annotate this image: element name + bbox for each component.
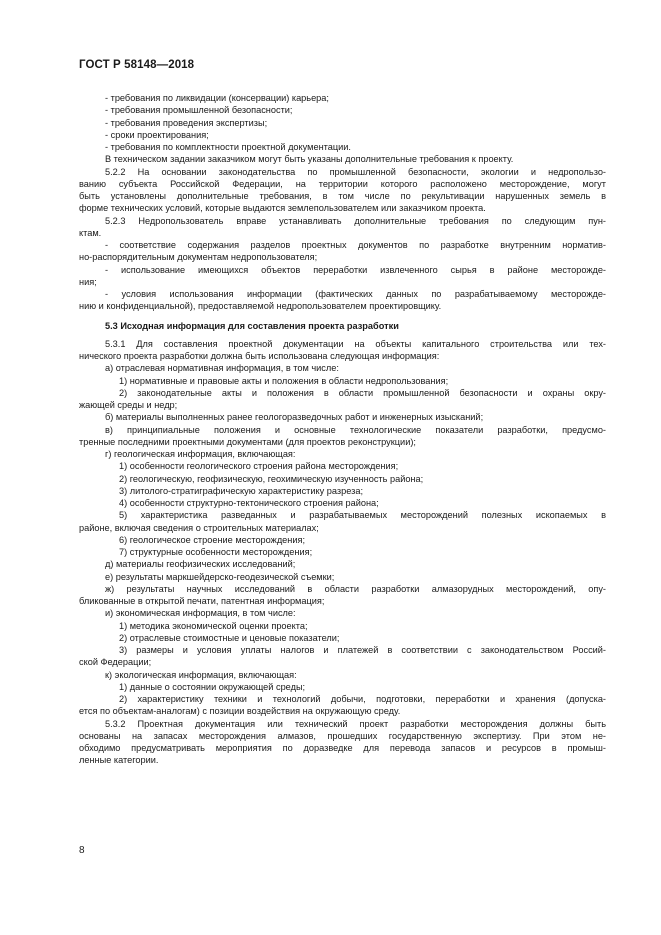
text-line: ской Федерации; xyxy=(79,657,152,668)
text-line: 6) геологическое строение месторождения; xyxy=(119,534,306,545)
text-line: жающей среды и недр; xyxy=(79,400,178,410)
text-line: - требования промышленной безопасности; xyxy=(105,105,293,116)
text-line: б) материалы выполненных ранее геологоразведочных работ и инженерных изысканий; xyxy=(105,412,484,423)
text-line: к) экологическая информация, включающая: xyxy=(105,669,297,680)
text-line: основаны на запасах месторождения алмазов, прошедших государственную экспертизу. При этом не- xyxy=(79,730,606,741)
text-line: е) результаты маркшейдерско-геодезической съемки; xyxy=(105,571,335,582)
text-line: 2) характеристику техники и технологий добычи, подготовки, переработки и хранения (допуска- xyxy=(119,694,606,704)
text-line: нического проекта разработки должна быть использована следующая информация: xyxy=(79,351,440,361)
text-line: районе, включая сведения о строительных материалах; xyxy=(79,522,319,533)
section-heading: 5.3 Исходная информация для составления проекта разработки xyxy=(105,320,399,331)
text-line: В техническом задании заказчиком могут быть указаны дополнительные требования к проекту. xyxy=(105,154,514,165)
text-line: 5.3.2 Проектная документация или технический проект разработки месторождения должны быть xyxy=(105,718,606,729)
text-line: - условия использования информации (фактических данных по разрабатываемому месторожде- xyxy=(105,289,606,299)
text-line: - требования проведения экспертизы; xyxy=(105,117,268,128)
document-code: ГОСТ Р 58148—2018 xyxy=(79,59,195,71)
text-line: 2) геологическую, геофизическую, геохимическую изученность района; xyxy=(119,473,424,484)
text-line: - сроки проектирования; xyxy=(105,129,209,140)
text-line: форме технических условий, которые выдаются землепользователем или заказчиком проекта. xyxy=(79,203,486,214)
text-line: - требования по комплектности проектной документации. xyxy=(105,142,351,152)
text-line: 3) размеры и условия уплаты налогов и платежей в соответствии с законодательством Россий- xyxy=(119,645,606,655)
text-line: - соответствие содержания разделов проектных документов по разработке внутренним норматив- xyxy=(105,240,606,250)
text-line: нию и конфиденциальной), предоставляемой недропользователем проектировщику. xyxy=(79,301,442,312)
text-line: ж) результаты научных исследований в области разработки алмазорудных месторождений, опу- xyxy=(105,583,606,594)
text-line: - использование имеющихся объектов переработки извлеченного сырья в районе месторожде- xyxy=(105,264,606,275)
text-line: 1) методика экономической оценки проекта; xyxy=(119,620,308,631)
text-line: г) геологическая информация, включающая: xyxy=(105,449,296,459)
text-line: и) экономическая информация, в том числе: xyxy=(105,608,296,619)
text-line: а) отраслевая нормативная информация, в том числе: xyxy=(105,363,339,374)
text-line: в) принципиальные положения и основные технологические показатели разработки, предусмо- xyxy=(105,424,606,435)
text-line: быть установлены дополнительные требования, в том числе по рекультивации нарушенных земель в xyxy=(79,191,606,201)
text-line: 1) нормативные и правовые акты и положения в области недропользования; xyxy=(119,375,449,386)
text-line: ется по объектам-аналогам) с позиции воздействия на окружающую среду. xyxy=(79,706,401,717)
page-number: 8 xyxy=(79,845,85,856)
text-line: тренные последними проектными документами (для проектов реконструкции); xyxy=(79,436,416,447)
text-line: 5.2.2 На основании законодательства по промышленной безопасности, экологии и недропользо- xyxy=(105,166,606,177)
text-line: но-распорядительным документам недропользователя; xyxy=(79,252,318,263)
text-line: ния; xyxy=(79,276,97,287)
text-line: обходимо предусматривать мероприятия по доразведке для перевода запасов и ресурсов в промыш- xyxy=(79,743,606,753)
text-line: 3) литолого-стратиграфическую характеристику разреза; xyxy=(119,485,364,496)
text-line: 1) особенности геологического строения района месторождения; xyxy=(119,461,399,472)
text-line: 5.2.3 Недропользователь вправе устанавливать дополнительные требования по следующим пун- xyxy=(105,215,606,226)
text-line: ванию субъекта Российской Федерации, на территории которого расположено месторождение, могут xyxy=(79,178,606,189)
document-body xyxy=(79,92,606,767)
text-line: д) материалы геофизических исследований; xyxy=(105,559,296,570)
text-line: 5) характеристика разведанных и разрабатываемых месторождений полезных ископаемых в xyxy=(119,510,606,521)
text-line: бликованные в открытой печати, патентная информация; xyxy=(79,596,325,606)
text-line: ленные категории. xyxy=(79,755,159,766)
text-line: 5.3.1 Для составления проектной документации на объекты капитального строительства или тех- xyxy=(105,338,606,349)
text-line: 7) структурные особенности месторождения; xyxy=(119,547,313,557)
text-line: 2) отраслевые стоимостные и ценовые показатели; xyxy=(119,632,340,643)
text-line: 4) особенности структурно-тектонического строения района; xyxy=(119,498,379,508)
text-line: - требования по ликвидации (консервации) карьера; xyxy=(105,93,329,103)
text-line: 1) данные о состоянии окружающей среды; xyxy=(119,681,306,692)
text-line: 2) законодательные акты и положения в области промышленной безопасности и охраны окру- xyxy=(119,387,606,398)
text-line: ктам. xyxy=(79,227,102,238)
